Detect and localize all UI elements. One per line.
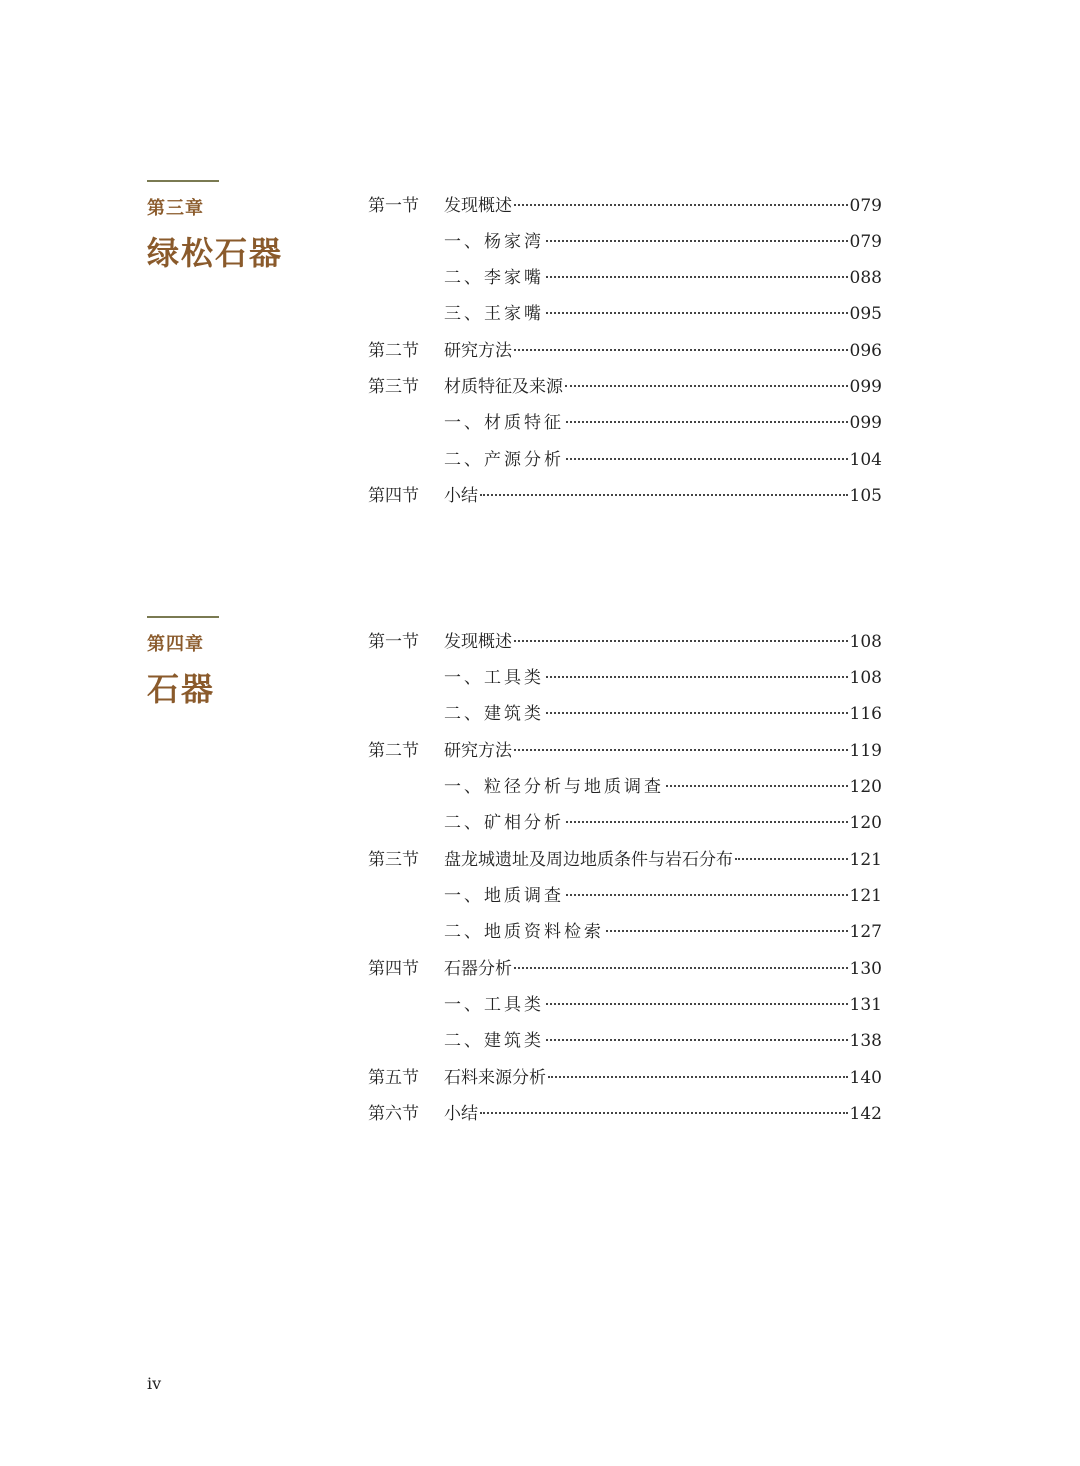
section-label: 第二节: [368, 341, 419, 361]
page-number: 096: [849, 341, 882, 361]
entry-title: 二、产源分析: [444, 450, 564, 470]
dot-leader: [514, 639, 848, 642]
dot-leader: [514, 966, 848, 969]
toc-entry[interactable]: [368, 811, 882, 835]
toc-entry[interactable]: [368, 739, 882, 763]
dot-leader: [666, 784, 848, 787]
entry-title: 一、杨家湾: [444, 232, 544, 252]
page-number: 095: [849, 304, 882, 324]
section-label: 第二节: [368, 741, 419, 761]
section-label: 第三节: [368, 850, 419, 870]
page-number: 120: [849, 813, 882, 833]
dot-leader: [735, 857, 848, 860]
dot-leader: [566, 893, 848, 896]
dot-leader: [546, 275, 848, 278]
chapter-title: 绿松石器: [147, 234, 284, 272]
page-number: 079: [849, 196, 882, 216]
entry-title: 小结: [444, 1104, 478, 1124]
entry-title: 发现概述: [444, 196, 512, 216]
chapter-rule: [147, 180, 219, 182]
dot-leader: [514, 203, 848, 206]
entry-title: 一、工具类: [444, 668, 544, 688]
page-number: 140: [849, 1068, 882, 1088]
page-number: 138: [849, 1031, 882, 1051]
toc-entry[interactable]: [368, 957, 882, 981]
page-number: 104: [849, 450, 882, 470]
section-label: 第六节: [368, 1104, 419, 1124]
dot-leader: [546, 239, 848, 242]
entry-title: 一、地质调查: [444, 886, 564, 906]
page-number: 108: [849, 632, 882, 652]
dot-leader: [565, 384, 848, 387]
toc-entry[interactable]: [368, 630, 882, 654]
entry-title: 研究方法: [444, 741, 512, 761]
chapter-title: 石器: [147, 670, 216, 708]
toc-entry[interactable]: [368, 230, 882, 254]
page-folio: iv: [147, 1374, 162, 1393]
section-label: 第一节: [368, 632, 419, 652]
entry-title: 材质特征及来源: [444, 377, 563, 397]
entry-title: 二、李家嘴: [444, 268, 544, 288]
toc-entry[interactable]: [368, 411, 882, 435]
toc-entry[interactable]: [368, 1066, 882, 1090]
section-label: 第五节: [368, 1068, 419, 1088]
page-number: 120: [849, 777, 882, 797]
toc-entry[interactable]: [368, 848, 882, 872]
dot-leader: [546, 311, 848, 314]
dot-leader: [566, 457, 848, 460]
entry-title: 一、工具类: [444, 995, 544, 1015]
entry-title: 二、建筑类: [444, 1031, 544, 1051]
entry-title: 二、地质资料检索: [444, 922, 604, 942]
dot-leader: [566, 420, 848, 423]
toc-entry[interactable]: [368, 920, 882, 944]
chapter-label: 第三章: [147, 198, 204, 219]
toc-entry[interactable]: [368, 702, 882, 726]
page-number: 127: [849, 922, 882, 942]
toc-entry[interactable]: [368, 302, 882, 326]
toc-entry[interactable]: [368, 775, 882, 799]
toc-entry[interactable]: [368, 666, 882, 690]
entry-title: 发现概述: [444, 632, 512, 652]
page-number: 099: [849, 413, 882, 433]
toc-entry[interactable]: [368, 448, 882, 472]
toc-entry[interactable]: [368, 339, 882, 363]
page-number: 142: [849, 1104, 882, 1124]
page-number: 121: [849, 850, 882, 870]
dot-leader: [546, 1038, 848, 1041]
toc-entry[interactable]: [368, 993, 882, 1017]
entry-title: 研究方法: [444, 341, 512, 361]
entry-title: 小结: [444, 486, 478, 506]
toc-entry[interactable]: [368, 484, 882, 508]
dot-leader: [480, 1111, 848, 1114]
chapter-rule: [147, 616, 219, 618]
entry-title: 盘龙城遗址及周边地质条件与岩石分布: [444, 850, 733, 870]
dot-leader: [546, 711, 848, 714]
section-label: 第一节: [368, 196, 419, 216]
page-number: 130: [849, 959, 882, 979]
toc-entry[interactable]: [368, 1029, 882, 1053]
entry-title: 石器分析: [444, 959, 512, 979]
dot-leader: [566, 820, 848, 823]
dot-leader: [606, 929, 848, 932]
page-number: 099: [849, 377, 882, 397]
dot-leader: [546, 675, 848, 678]
chapter-label: 第四章: [147, 634, 204, 655]
entry-title: 石料来源分析: [444, 1068, 546, 1088]
dot-leader: [514, 348, 848, 351]
entry-title: 二、建筑类: [444, 704, 544, 724]
section-label: 第三节: [368, 377, 419, 397]
toc-entry[interactable]: [368, 266, 882, 290]
page-number: 131: [849, 995, 882, 1015]
entry-title: 一、材质特征: [444, 413, 564, 433]
page-number: 088: [849, 268, 882, 288]
toc-entry[interactable]: [368, 194, 882, 218]
entry-title: 三、王家嘴: [444, 304, 544, 324]
page-number: 079: [849, 232, 882, 252]
page-number: 121: [849, 886, 882, 906]
page-number: 116: [849, 704, 882, 724]
toc-entry[interactable]: [368, 1102, 882, 1126]
toc-entry[interactable]: [368, 884, 882, 908]
dot-leader: [546, 1002, 848, 1005]
dot-leader: [548, 1075, 848, 1078]
entry-title: 二、矿相分析: [444, 813, 564, 833]
toc-entry[interactable]: [368, 375, 882, 399]
page-number: 108: [849, 668, 882, 688]
entry-title: 一、粒径分析与地质调查: [444, 777, 664, 797]
page-number: 105: [849, 486, 882, 506]
page-number: 119: [849, 741, 882, 761]
dot-leader: [514, 748, 848, 751]
section-label: 第四节: [368, 959, 419, 979]
dot-leader: [480, 493, 848, 496]
section-label: 第四节: [368, 486, 419, 506]
